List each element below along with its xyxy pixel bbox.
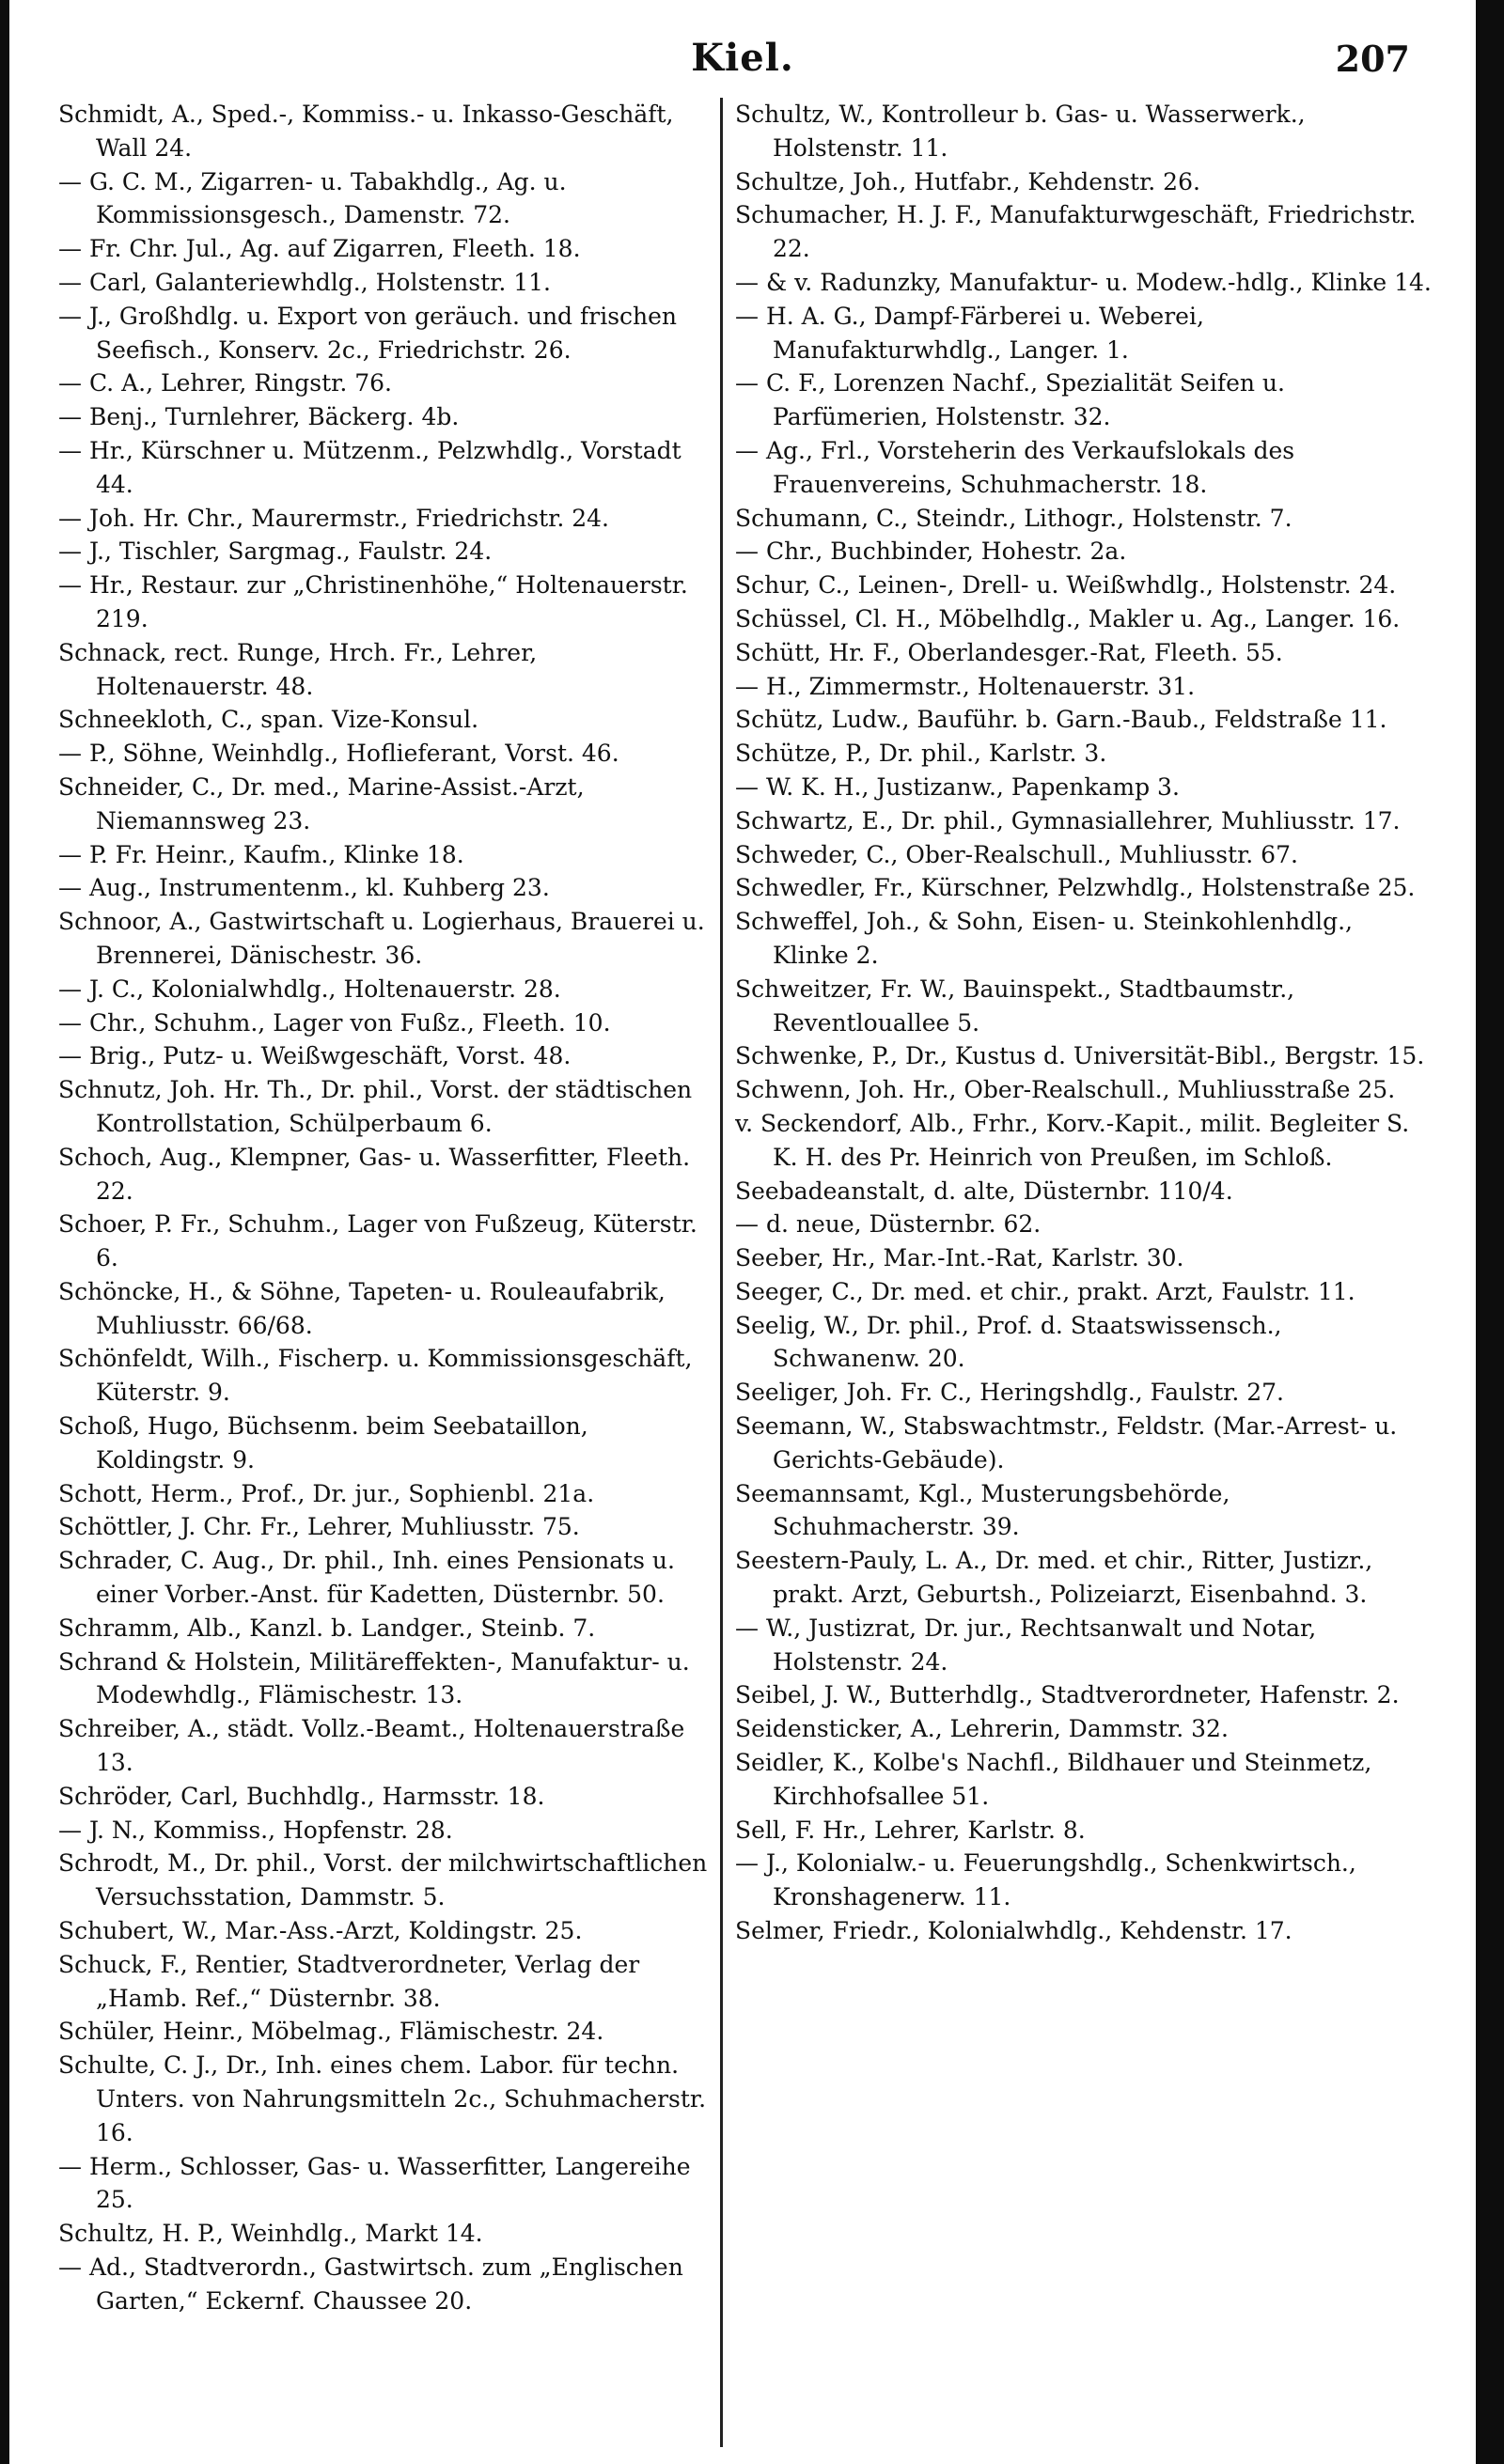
directory-page: [9, 0, 1476, 2464]
directory-entry: — J., Großhdlg. u. Export von geräuch. und frischen Seefisch., Konserv. 2c., Friedrichstr. 26.: [58, 302, 678, 364]
directory-entry: Schultze, Joh., Hutfabr., Kehdenstr. 26.: [735, 167, 1200, 195]
directory-entry: Schwenke, P., Dr., Kustus d. Universität-Bibl., Bergstr. 15.: [735, 1042, 1425, 1070]
directory-entry: — Ag., Frl., Vorsteherin des Verkaufslokals des Frauenvereins, Schuhmacherstr. 18.: [735, 436, 1295, 498]
directory-entry: Seebadeanstalt, d. alte, Düsternbr. 110/4.: [735, 1177, 1233, 1205]
directory-entry: — Fr. Chr. Jul., Ag. auf Zigarren, Fleeth. 18.: [58, 235, 581, 263]
left-column: [58, 98, 716, 2447]
directory-entry: Seidensticker, A., Lehrerin, Dammstr. 32.: [735, 1715, 1229, 1743]
directory-entry: Schwartz, E., Dr. phil., Gymnasiallehrer, Muhliusstr. 17.: [735, 806, 1401, 834]
directory-entry: Schoer, P. Fr., Schuhm., Lager von Fußzeug, Küterstr. 6.: [58, 1210, 697, 1272]
directory-entry: — & v. Radunzky, Manufaktur- u. Modew.-hdlg., Klinke 14.: [735, 268, 1432, 296]
directory-entry: Schütz, Ludw., Bauführ. b. Garn.-Baub., Feldstraße 11.: [735, 706, 1387, 734]
directory-entry: Seibel, J. W., Butterhdlg., Stadtverordneter, Hafenstr. 2.: [735, 1681, 1400, 1709]
directory-entry: Schoch, Aug., Klempner, Gas- u. Wasserfitter, Fleeth. 22.: [58, 1143, 691, 1205]
directory-entry: Schuck, F., Rentier, Stadtverordneter, Verlag der „Hamb. Ref.,“ Düsternbr. 38.: [58, 1950, 640, 2012]
directory-entry: Schumann, C., Steindr., Lithogr., Holstenstr. 7.: [735, 504, 1292, 532]
column-divider: [720, 98, 723, 2447]
directory-entry: Schröder, Carl, Buchhdlg., Harmsstr. 18.: [58, 1782, 545, 1810]
directory-entry: Schultz, H. P., Weinhdlg., Markt 14.: [58, 2220, 483, 2248]
directory-entry: Seidler, K., Kolbe's Nachfl., Bildhauer und Steinmetz, Kirchhofsallee 51.: [735, 1749, 1372, 1810]
directory-entry: Schnack, rect. Runge, Hrch. Fr., Lehrer, Holtenauerstr. 48.: [58, 638, 538, 700]
directory-entry: Schweder, C., Ober-Realschull., Muhliusstr. 67.: [735, 840, 1298, 868]
directory-entry: Seemann, W., Stabswachtmstr., Feldstr. (Mar.-Arrest- u. Gerichts-Gebäude).: [735, 1412, 1398, 1474]
directory-entry: Schulte, C. J., Dr., Inh. eines chem. Labor. für techn. Unters. von Nahrungsmitteln 2c., Schuhmacherstr. 16.: [58, 2051, 707, 2146]
directory-entry: Sell, F. Hr., Lehrer, Karlstr. 8.: [735, 1816, 1086, 1844]
directory-entry: — Aug., Instrumentenm., kl. Kuhberg 23.: [58, 874, 550, 902]
directory-entry: Schrader, C. Aug., Dr. phil., Inh. eines Pensionats u. einer Vorber.-Anst. für Kadetten, Düsternbr. 50.: [58, 1547, 675, 1609]
page-header: [9, 36, 1476, 92]
right-column: [735, 98, 1435, 2447]
directory-entry: — C. F., Lorenzen Nachf., Spezialität Seifen u. Parfümerien, Holstenstr. 32.: [735, 369, 1285, 431]
directory-entry: Schöttler, J. Chr. Fr., Lehrer, Muhliusstr. 75.: [58, 1513, 580, 1541]
directory-entry: — G. C. M., Zigarren- u. Tabakhdlg., Ag. u. Kommissionsgesch., Damenstr. 72.: [58, 167, 567, 229]
directory-entry: Schweitzer, Fr. W., Bauinspekt., Stadtbaumstr., Reventlouallee 5.: [735, 975, 1295, 1037]
directory-entry: Schönfeldt, Wilh., Fischerp. u. Kommissionsgeschäft, Küterstr. 9.: [58, 1345, 693, 1407]
directory-entry: Schrand & Holstein, Militäreffekten-, Manufaktur- u. Modewhdlg., Flämischestr. 13.: [58, 1647, 690, 1709]
directory-entry: — H., Zimmermstr., Holtenauerstr. 31.: [735, 672, 1196, 700]
directory-entry: Schüler, Heinr., Möbelmag., Flämischestr. 24.: [58, 2018, 604, 2046]
directory-entry: Seelig, W., Dr. phil., Prof. d. Staatswissensch., Schwanenw. 20.: [735, 1311, 1282, 1373]
page-title: Kiel.: [691, 36, 794, 80]
directory-entry: v. Seckendorf, Alb., Frhr., Korv.-Kapit., milit. Begleiter S. K. H. des Pr. Heinrich von Preußen, im Schloß.: [735, 1109, 1410, 1171]
directory-entry: Schöncke, H., & Söhne, Tapeten- u. Rouleaufabrik, Muhliusstr. 66/68.: [58, 1277, 666, 1339]
directory-entry: — Hr., Restaur. zur „Christinenhöhe,“ Holtenauerstr. 219.: [58, 571, 688, 632]
directory-entry: Seestern-Pauly, L. A., Dr. med. et chir., Ritter, Justizr., prakt. Arzt, Geburtsh., Polizeiarzt, Eisenbahnd. 3.: [735, 1547, 1373, 1609]
directory-entry: Schoß, Hugo, Büchsenm. beim Seebataillon, Koldingstr. 9.: [58, 1412, 588, 1474]
directory-entry: — Hr., Kürschner u. Mützenm., Pelzwhdlg., Vorstadt 44.: [58, 436, 682, 498]
directory-entry: Selmer, Friedr., Kolonialwhdlg., Kehdenstr. 17.: [735, 1917, 1292, 1945]
directory-entry: Schütt, Hr. F., Oberlandesger.-Rat, Fleeth. 55.: [735, 638, 1283, 666]
directory-entry: Seemannsamt, Kgl., Musterungsbehörde, Schuhmacherstr. 39.: [735, 1479, 1230, 1541]
directory-entry: — Chr., Schuhm., Lager von Fußz., Fleeth. 10.: [58, 1008, 611, 1037]
directory-entry: — J. C., Kolonialwhdlg., Holtenauerstr. 28.: [58, 975, 561, 1003]
directory-entry: Schumacher, H. J. F., Manufakturwgeschäft, Friedrichstr. 22.: [735, 201, 1417, 263]
directory-entry: Seeber, Hr., Mar.-Int.-Rat, Karlstr. 30.: [735, 1244, 1184, 1272]
directory-entry: — P., Söhne, Weinhdlg., Hoflieferant, Vorst. 46.: [58, 740, 619, 768]
directory-entry: Schneider, C., Dr. med., Marine-Assist.-Arzt, Niemannsweg 23.: [58, 772, 585, 834]
directory-entry: — H. A. G., Dampf-Färberei u. Weberei, Manufakturwhdlg., Langer. 1.: [735, 302, 1204, 364]
directory-entry: — J., Tischler, Sargmag., Faulstr. 24.: [58, 538, 493, 566]
directory-entry: Schneekloth, C., span. Vize-Konsul.: [58, 706, 479, 734]
directory-entry: Schubert, W., Mar.-Ass.-Arzt, Koldingstr. 25.: [58, 1917, 583, 1945]
directory-entry: Seeliger, Joh. Fr. C., Heringshdlg., Faulstr. 27.: [735, 1379, 1284, 1407]
directory-entry: Schwenn, Joh. Hr., Ober-Realschull., Muhliusstraße 25.: [735, 1076, 1396, 1104]
directory-entry: Schmidt, A., Sped.-, Kommiss.- u. Inkasso-Geschäft, Wall 24.: [58, 101, 674, 162]
directory-entry: Schrodt, M., Dr. phil., Vorst. der milchwirtschaftlichen Versuchsstation, Dammstr. 5.: [58, 1849, 708, 1911]
directory-entry: Schweffel, Joh., & Sohn, Eisen- u. Steinkohlenhdlg., Klinke 2.: [735, 908, 1353, 969]
directory-entry: — W., Justizrat, Dr. jur., Rechtsanwalt und Notar, Holstenstr. 24.: [735, 1614, 1317, 1676]
directory-entry: Schnoor, A., Gastwirtschaft u. Logierhaus, Brauerei u. Brennerei, Dänischestr. 36.: [58, 908, 705, 969]
directory-entry: Schreiber, A., städt. Vollz.-Beamt., Holtenauerstraße 13.: [58, 1715, 685, 1777]
directory-entry: Schott, Herm., Prof., Dr. jur., Sophienbl. 21a.: [58, 1479, 595, 1507]
directory-entry: — d. neue, Düsternbr. 62.: [735, 1210, 1042, 1239]
directory-entry: — Carl, Galanteriewhdlg., Holstenstr. 11.: [58, 268, 551, 296]
directory-entry: — Brig., Putz- u. Weißwgeschäft, Vorst. 48.: [58, 1042, 572, 1070]
directory-entry: — J., Kolonialw.- u. Feuerungshdlg., Schenkwirtsch., Kronshagenerw. 11.: [735, 1849, 1356, 1911]
directory-entry: Schütze, P., Dr. phil., Karlstr. 3.: [735, 740, 1107, 768]
page-number: 207: [1335, 38, 1410, 80]
directory-entry: — W. K. H., Justizanw., Papenkamp 3.: [735, 772, 1180, 801]
directory-entry: Schultz, W., Kontrolleur b. Gas- u. Wasserwerk., Holstenstr. 11.: [735, 101, 1306, 162]
directory-entry: — P. Fr. Heinr., Kaufm., Klinke 18.: [58, 840, 464, 868]
directory-entry: — Chr., Buchbinder, Hohestr. 2a.: [735, 538, 1127, 566]
directory-entry: — Joh. Hr. Chr., Maurermstr., Friedrichstr. 24.: [58, 504, 609, 532]
directory-entry: — C. A., Lehrer, Ringstr. 76.: [58, 369, 392, 398]
directory-entry: — Benj., Turnlehrer, Bäckerg. 4b.: [58, 403, 460, 431]
directory-entry: — Herm., Schlosser, Gas- u. Wasserfitter, Langereihe 25.: [58, 2152, 691, 2214]
directory-entry: Schur, C., Leinen-, Drell- u. Weißwhdlg., Holstenstr. 24.: [735, 571, 1397, 600]
directory-entry: — Ad., Stadtverordn., Gastwirtsch. zum „Englischen Garten,“ Eckernf. Chaussee 20.: [58, 2253, 683, 2315]
directory-entry: — J. N., Kommiss., Hopfenstr. 28.: [58, 1816, 453, 1844]
directory-entry: Schnutz, Joh. Hr. Th., Dr. phil., Vorst. der städtischen Kontrollstation, Schülperbaum 6.: [58, 1076, 693, 1137]
directory-entry: Schwedler, Fr., Kürschner, Pelzwhdlg., Holstenstraße 25.: [735, 874, 1416, 902]
directory-entry: Seeger, C., Dr. med. et chir., prakt. Arzt, Faulstr. 11.: [735, 1277, 1355, 1305]
directory-entry: Schüssel, Cl. H., Möbelhdlg., Makler u. Ag., Langer. 16.: [735, 604, 1401, 632]
directory-entry: Schramm, Alb., Kanzl. b. Landger., Steinb. 7.: [58, 1614, 596, 1642]
